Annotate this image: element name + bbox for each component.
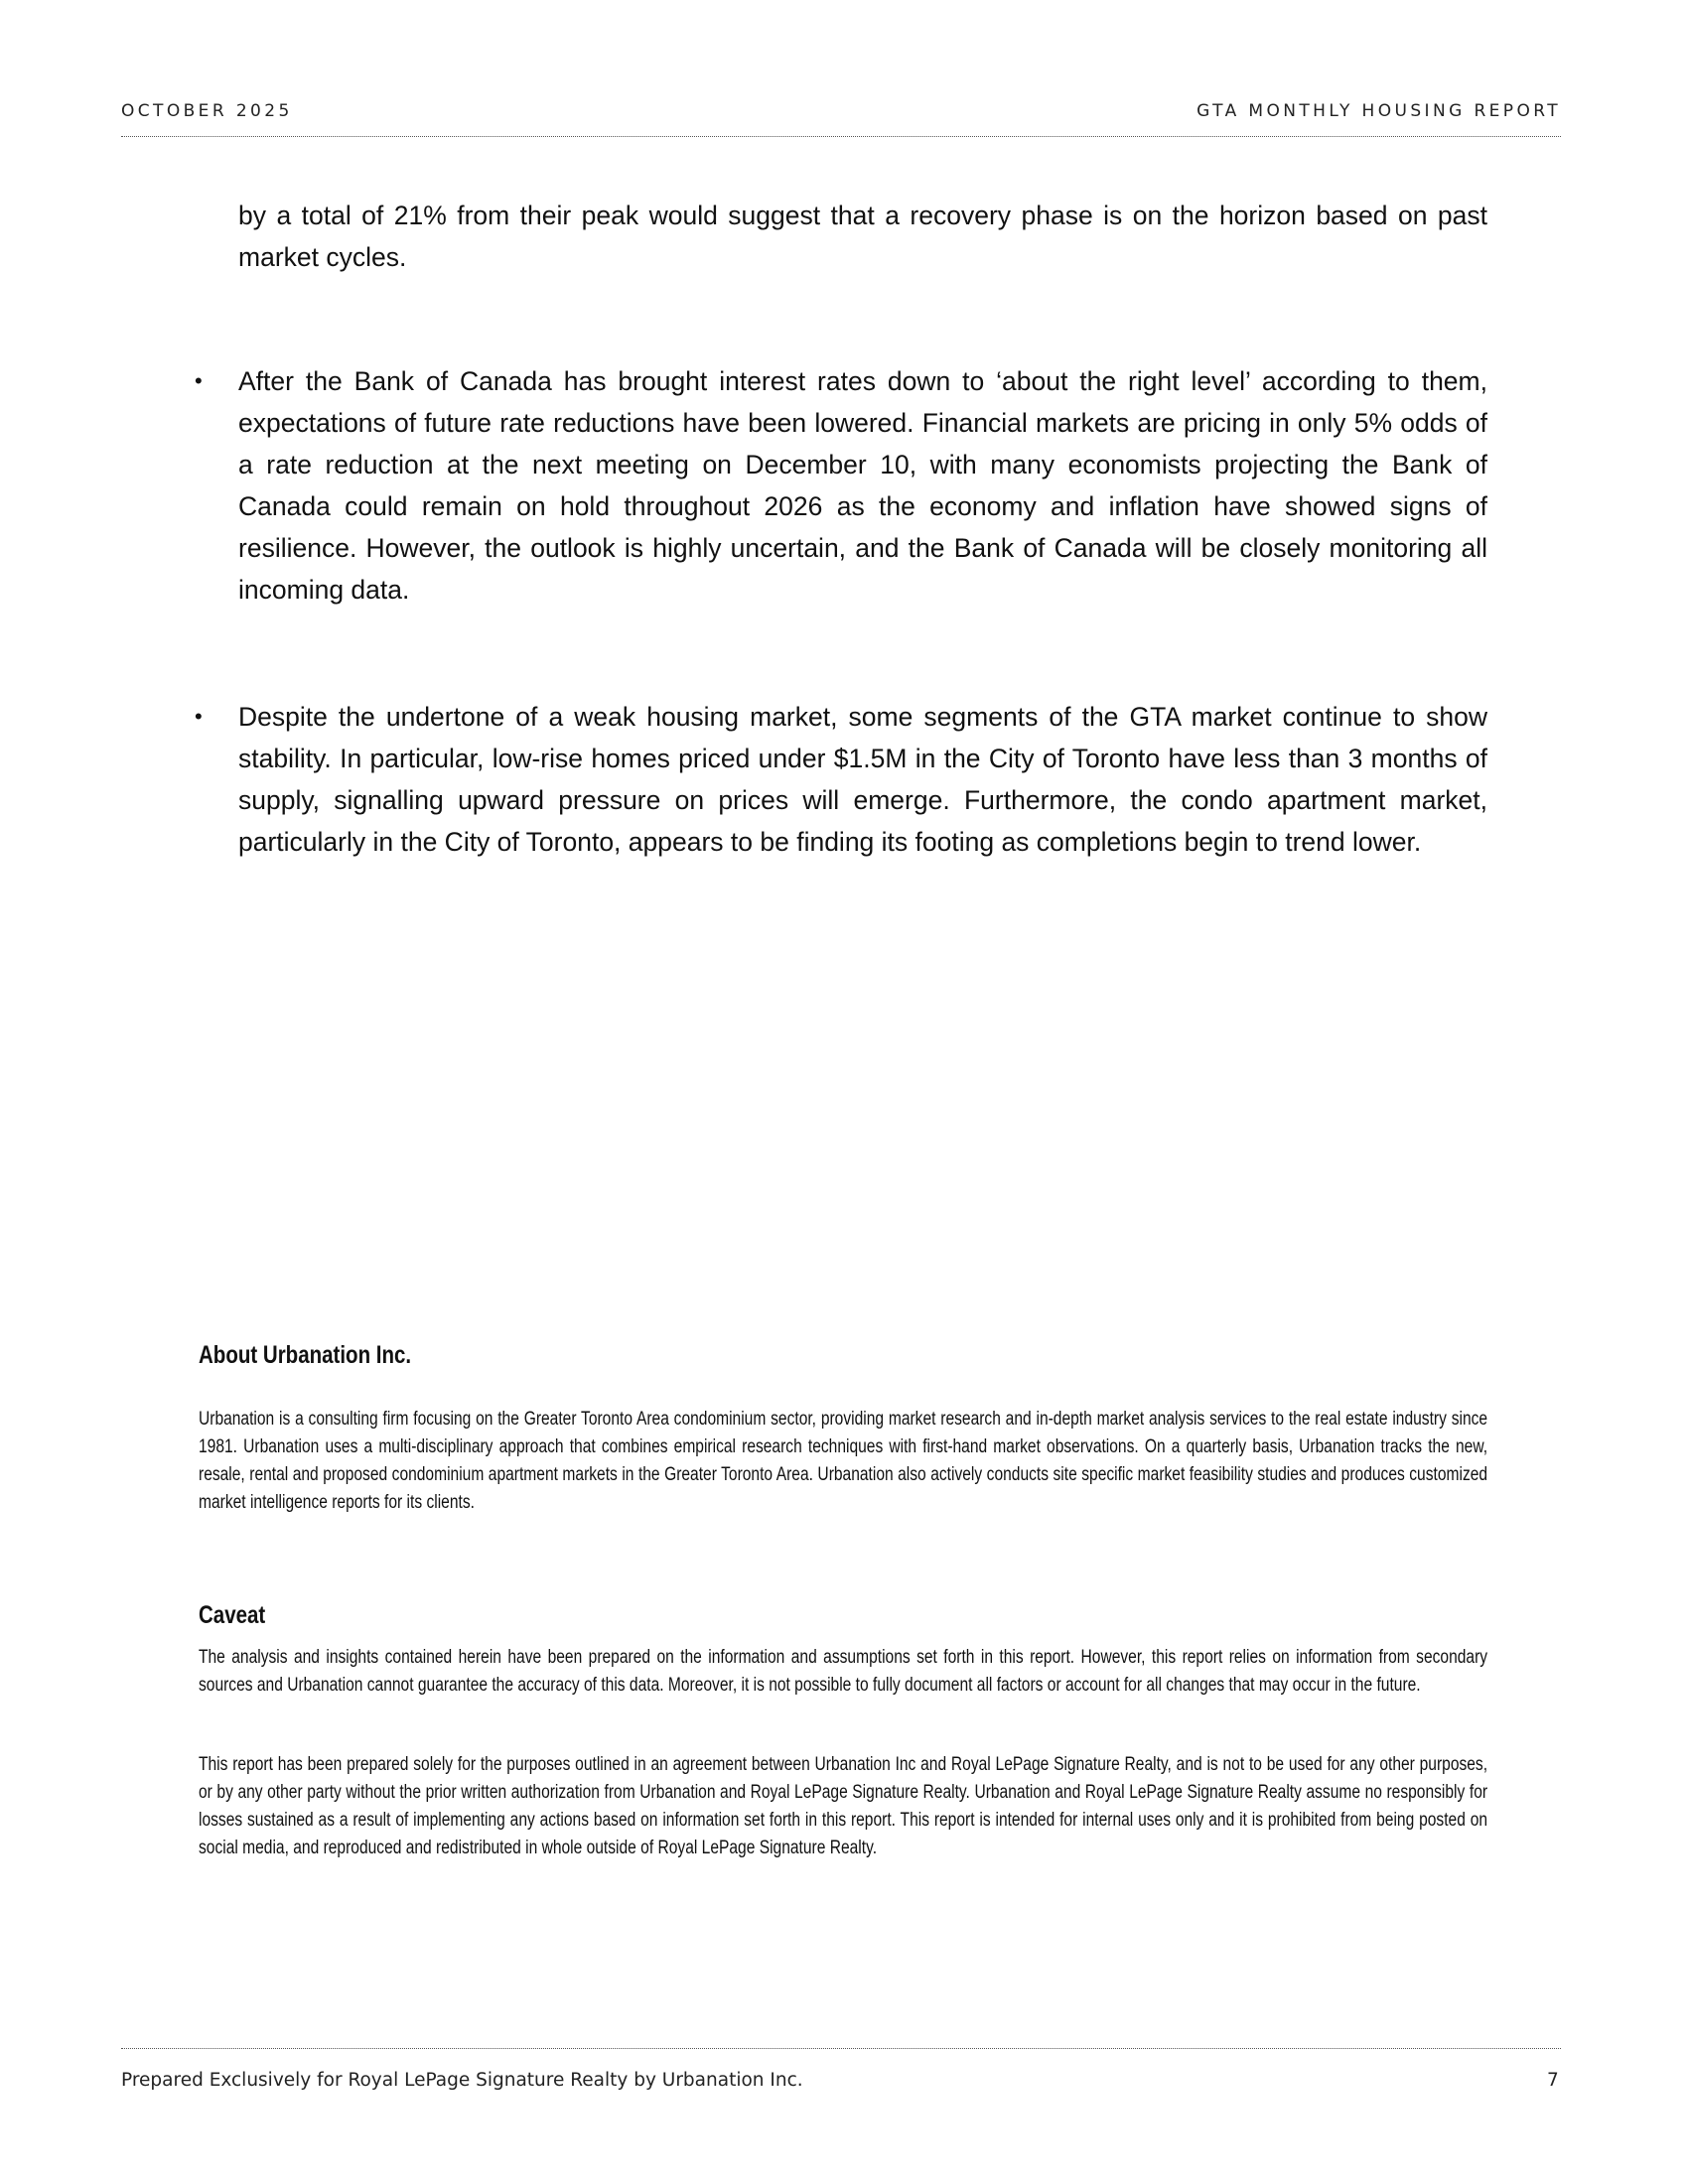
footer-credit: Prepared Exclusively for Royal LePage Signature Realty by Urbanation Inc. <box>121 2070 803 2091</box>
caveat-heading: Caveat <box>199 1601 266 1629</box>
bullet-dot-icon: • <box>195 704 203 729</box>
bullet-paragraph-rates: After the Bank of Canada has brought interest rates down to ‘about the right level’ according to them, expectations of future rate reductions have been lowered. Financial markets are pricing in only 5% odds of a rate reduction at the next meeting on December 10, with many economists projecting the Bank of Canada could remain on hold throughout 2026 as the economy and inflation have showed signs of resilience. However, the outlook is highly uncertain, and the Bank of Canada will be closely monitoring all incoming data. <box>238 366 1487 605</box>
page-number: 7 <box>1547 2070 1559 2091</box>
caveat-paragraph-2-container <box>199 1751 1487 1862</box>
about-heading: About Urbanation Inc. <box>199 1341 412 1369</box>
caveat-paragraph-1-container <box>199 1644 1487 1700</box>
about-paragraph: Urbanation is a consulting firm focusing on the Greater Toronto Area condominium sector, providing market research and in-depth market analysis services to the real estate industry since 1981. Urbanation uses a multi-disciplinary approach that combines empirical research techniques with first-hand market observations. On a quarterly basis, Urbanation tracks the new, resale, rental and proposed condominium apartment markets in the Greater Toronto Area. Urbanation also actively conducts site specific market feasibility studies and produces customized market intelligence reports for its clients. <box>199 1409 1488 1513</box>
bullet-dot-icon: • <box>195 368 203 393</box>
about-paragraph-container <box>199 1406 1487 1517</box>
bullet-paragraph-market-segments: Despite the undertone of a weak housing market, some segments of the GTA market continue to show stability. In particular, low-rise homes priced under $1.5M in the City of Toronto have less than 3 months of supply, signalling upward pressure on prices will emerge. Furthermore, the condo apartment market, particularly in the City of Toronto, appears to be finding its footing as completions begin to trend lower. <box>238 702 1487 857</box>
caveat-paragraph-1: The analysis and insights contained herein have been prepared on the information and assumptions set forth in this report. However, this report relies on information from secondary sources and Urbanation cannot guarantee the accuracy of this data. Moreover, it is not possible to fully document all factors or account for all changes that may occur in the future. <box>199 1647 1488 1696</box>
footer-divider <box>121 2048 1561 2049</box>
header-date: OCTOBER 2025 <box>121 101 293 121</box>
continuation-paragraph: by a total of 21% from their peak would suggest that a recovery phase is on the horizon based on past market cycles. <box>238 201 1487 272</box>
header-divider <box>121 136 1561 137</box>
header-report-title: GTA MONTHLY HOUSING REPORT <box>1196 101 1561 121</box>
caveat-paragraph-2: This report has been prepared solely for the purposes outlined in an agreement between Urbanation Inc and Royal LePage Signature Realty, and is not to be used for any other purposes, or by any other party without the prior written authorization from Urbanation and Royal LePage Signature Realty. Urbanation and Royal LePage Signature Realty assume no responsibly for losses sustained as a result of implementing any actions based on information set forth in this report. This report is intended for internal uses only and it is prohibited from being posted on social media, and reproduced and redistributed in whole outside of Royal LePage Signature Realty. <box>199 1754 1488 1858</box>
